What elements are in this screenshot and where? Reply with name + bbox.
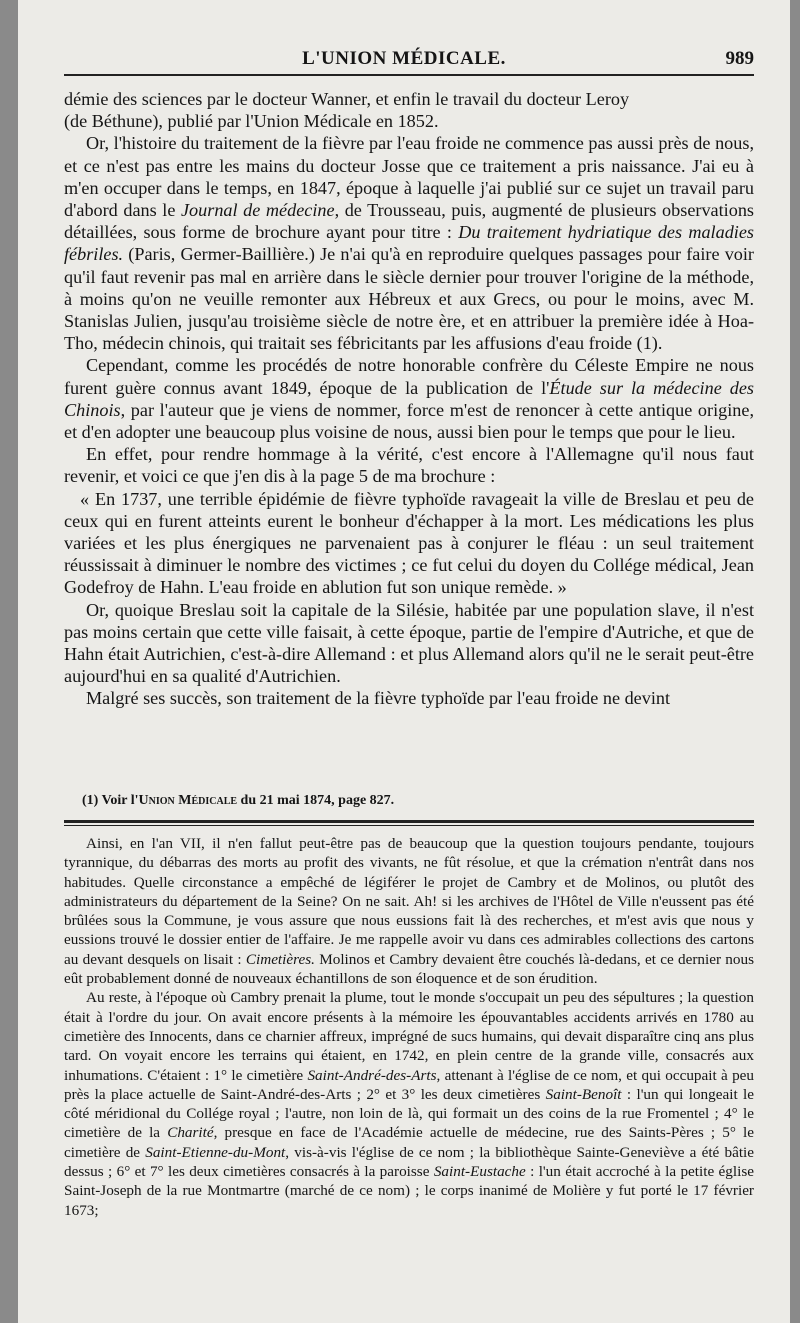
brochure-title: Du traitement hydriatique des maladies fébriles. xyxy=(64,222,754,265)
text-run: , vis-à-vis l'église de ce nom ; la bibliothèque Sainte-Geneviève a été bâtie dessus ; 6° et 7° les deux cimetières consacrés à la paroisse xyxy=(64,1143,754,1181)
text-run: Or, l'histoire du traitement de la fièvre par l'eau froide ne commence pas aussi près de nous, et ce n'est pas entre les mains du docteur Josse que ce traitement a pris naissance. J'ai eu à m'en occuper dans le temps, en 1847, époque à laquelle j'ai publié sur ce sujet un travail paru d'abord dans le xyxy=(64,133,754,221)
book-title: Étude sur la médecine des Chinois xyxy=(64,377,754,420)
place-name: Saint-Benoît xyxy=(545,1085,622,1103)
text-run: , presque en face de l'Académie actuelle de médecine, rue des Saints-Pères ; 5° le cimetière de xyxy=(64,1124,755,1161)
text-line: (de Béthune), publié par l'Union Médicale en 1852. xyxy=(64,111,439,132)
text-run: , par l'auteur que je viens de nommer, force m'est de renoncer à cette antique origine, et d'en adopter une beaucoup plus voisine de nous, aussi bien pour le temps que pour le lieu. xyxy=(64,399,754,443)
paragraph: Malgré ses succès, son traitement de la fièvre typhoïde par l'eau froide ne devint xyxy=(86,688,671,709)
footnote xyxy=(82,792,754,810)
text-run: , attenant à l'église de ce nom, et qui occupait à peu près la place actuelle de Saint-André-des-Arts ; 2° et 3° les deux cimetières xyxy=(64,1066,754,1103)
journal-title: Journal de médecine xyxy=(180,200,335,221)
text-run: (1) Voir l' xyxy=(82,793,139,808)
main-article xyxy=(64,88,754,710)
paragraph xyxy=(64,88,754,132)
feuilleton-rule xyxy=(64,820,754,823)
quotation: « En 1737, une terrible épidémie de fièvre typhoïde ravageait la ville de Breslau et peu de ceux qui en furent atteints eurent le bonheur d'échapper à la mort. Les médications les plus variées et les plus énergiques ne parvenaient pas à conjurer le fléau : un seul traitement réussissait à diminuer le nombre des victimes ; ce fut celui du doyen du Collége médical, Jean Godefroy de Hahn. L'eau froide en ablution fut son unique remède. » xyxy=(64,488,754,598)
text-run: Cependant, comme les procédés de notre honorable confrère du Céleste Empire ne nous furent guère connus avant 1849, époque de la publication de l' xyxy=(64,355,754,398)
text-run: Molinos et Cambry devaient être couchés là-dedans, et ce dernier nous eût probablement donné de nouveaux échantillons de son éloquence et de son érudition. xyxy=(64,950,754,988)
text-run: Ainsi, en l'an VII, il n'en fallut peut-être pas de beaucoup que la question toujours pendante, toujours tyrannique, du débarras des morts au profit des vivants, ne fût résolue, et que la crémation n'entrât dans nos habitudes. Quelle circonstance a empêché de légiférer le projet de Cambry et de Molinos, ou plutôt des administrateurs du département de la Seine? On ne sait. Ah! si les archives de l'Hôtel de Ville n'eussent pas été brûlées sous la Commune, je vous assure que nous eussions fait là des recherches, et m'est avis que nous y eussions trouvé le dossier entier de l'affaire. Je me rappelle avoir vu dans ces admirables collections des cartons au devant desquels on lisait : xyxy=(64,835,754,968)
paragraph xyxy=(64,988,754,1220)
place-name: Saint-Eustache xyxy=(433,1163,526,1181)
paragraph xyxy=(64,132,754,354)
italic-word: Cimetières. xyxy=(245,950,315,968)
paragraph xyxy=(64,834,754,988)
journal-name: Union Médicale xyxy=(138,793,238,808)
page-number: 989 xyxy=(725,48,754,69)
paragraph xyxy=(64,354,754,443)
text-line: démie des sciences par le docteur Wanner, et enfin le travail du docteur Leroy xyxy=(64,89,630,109)
header-rule xyxy=(64,74,754,76)
paragraph: Or, quoique Breslau soit la capitale de la Silésie, habitée par une population slave, il n'est pas moins certain que cette ville faisait, à cette époque, partie de l'empire d'Autriche, et que de Hahn était Autrichien, c'est-à-dire Allemand : et plus Allemand alors qu'il ne le serait peut-être aujourd'hui en sa qualité d'Autrichien. xyxy=(64,599,754,687)
paragraph: En effet, pour rendre hommage à la vérité, c'est encore à l'Allemagne qu'il nous faut revenir, et voici ce que j'en dis à la page 5 de ma brochure : xyxy=(64,444,754,487)
running-head: L'UNION MÉDICALE. xyxy=(302,48,506,69)
place-name: Saint-André-des-Arts xyxy=(307,1066,437,1084)
text-run: (Paris, Germer-Baillière.) Je n'ai qu'à en reproduire quelques passages pour faire voir qu'il faut revenir pas mal en arrière dans le siècle dernier pour trouver l'origine de la méthode, à moins qu'on ne veuille remonter aux Hébreux et aux Grecs, ou pour le moins, avec M. Stanislas Julien, jusqu'au troisième siècle de notre ère, et en attribuer la première idée à Hoa-Tho, médecin chinois, qui traitait ses fébricitants par les affusions d'eau froide (1). xyxy=(64,244,754,354)
page-header xyxy=(18,44,790,74)
text-run: Au reste, à l'époque où Cambry prenait la plume, tout le monde s'occupait un peu des sépultures ; la question était à l'ordre du jour. On avait encore présents à la mémoire les épouvantables accidents arrivés en 1780 au cimetière des Innocents, dans ce charnier affreux, imprégné de sucs humains, qui devait disparaître cinq ans plus tard. On voyait encore les terrains qui étaient, en 1742, en plein centre de la grande ville, consacrés aux inhumations. C'étaient : 1° le cimetière xyxy=(64,989,754,1084)
place-name: Charité xyxy=(167,1124,214,1142)
text-run: : l'un qui longeait le côté méridional du Collége royal ; l'autre, non loin de là, qui formait un des coins de la rue Fromentel ; 4° le cimetière de la xyxy=(64,1085,754,1142)
feuilleton-rule xyxy=(64,825,754,826)
place-name: Saint-Etienne-du-Mont xyxy=(145,1143,286,1161)
text-run: , de Trousseau, puis, augmenté de plusieurs observations détaillées, sous forme de brochure ayant pour titre : xyxy=(64,200,754,243)
feuilleton xyxy=(64,834,754,1220)
text-run: du 21 mai 1874, page 827. xyxy=(237,793,395,808)
text-run: : l'un était accroché à la petite église Saint-Joseph de la rue Montmartre (marché de ce nom) ; le corps inanimé de Molière y fut porté le 17 février 1673; xyxy=(64,1163,754,1219)
